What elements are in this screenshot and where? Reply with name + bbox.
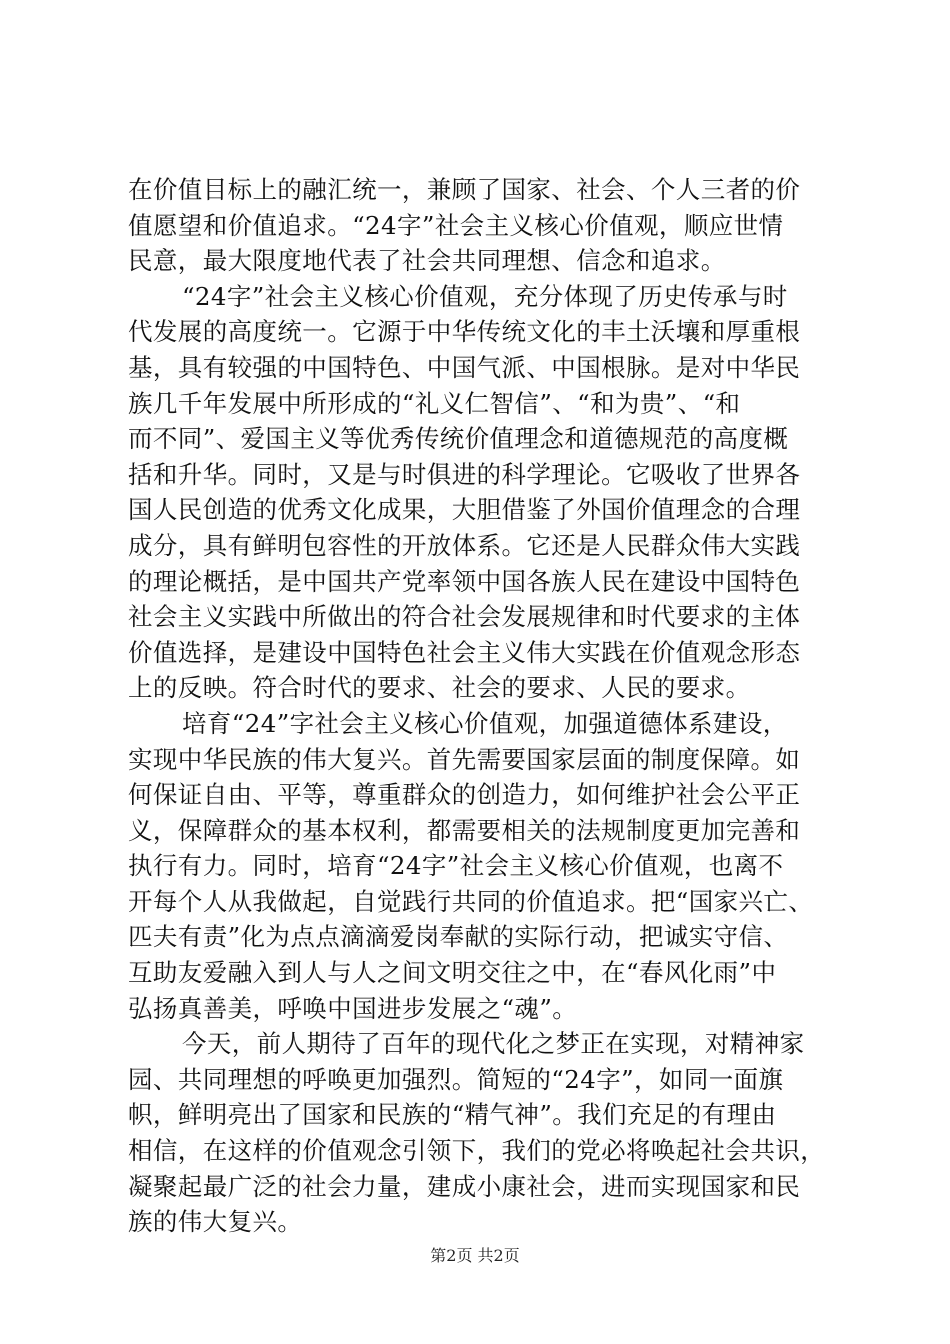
text-line: 族几千年发展中所形成的“礼义仁智信”、“和为贵”、“和 (128, 388, 741, 418)
text-line: 国人民创造的优秀文化成果，大胆借鉴了外国价值理念的合理 (128, 495, 801, 525)
text-line: 帜，鲜明亮出了国家和民族的“精气神”。我们充足的有理由 (128, 1100, 777, 1130)
page-number-footer: 第2页 共2页 (430, 1246, 520, 1265)
text-line: 匹夫有责”化为点点滴滴爱岗奉献的实际行动，把诚实守信、 (128, 922, 789, 952)
text-line: 执行有力。同时，培育“24字”社会主义核心价值观，也离不 (128, 851, 784, 881)
text-line: 何保证自由、平等，尊重群众的创造力，如何维护社会公平正 (128, 780, 801, 810)
paragraph-first-line: 今天，前人期待了百年的现代化之梦正在实现，对精神家 (182, 1029, 805, 1059)
text-line: 值愿望和价值追求。“24字”社会主义核心价值观，顺应世情 (128, 210, 784, 240)
text-line: 园、共同理想的呼唤更加强烈。简短的“24字”，如同一面旗 (128, 1064, 784, 1094)
text-line: 括和升华。同时，又是与时俱进的科学理论。它吸收了世界各 (128, 459, 801, 489)
text-line: 民意，最大限度地代表了社会共同理想、信念和追求。 (128, 246, 726, 276)
text-line: 族的伟大复兴。 (128, 1207, 303, 1237)
text-line: 价值选择，是建设中国特色社会主义伟大实践在价值观念形态 (128, 637, 801, 667)
text-line: 的理论概括，是中国共产党率领中国各族人民在建设中国特色 (128, 566, 801, 596)
text-line: 实现中华民族的伟大复兴。首先需要国家层面的制度保障。如 (128, 744, 801, 774)
text-line: 基，具有较强的中国特色、中国气派、中国根脉。是对中华民 (128, 352, 801, 382)
text-line: 在价值目标上的融汇统一，兼顾了国家、社会、个人三者的价 (128, 175, 801, 204)
paragraph-first-line: “24字”社会主义核心价值观，充分体现了历史传承与时 (182, 281, 788, 311)
text-line: 互助友爱融入到人与人之间文明交往之中，在“春风化雨”中 (128, 958, 777, 988)
text-line: 上的反映。符合时代的要求、社会的要求、人民的要求。 (128, 673, 751, 703)
text-line: 开每个人从我做起，自觉践行共同的价值追求。把“国家兴亡、 (128, 886, 814, 916)
text-line: 而不同”、爱国主义等优秀传统价值理念和道德规范的高度概 (128, 424, 789, 454)
text-line: 弘扬真善美，呼唤中国进步发展之“魂”。 (128, 993, 578, 1023)
text-line: 义，保障群众的基本权利，都需要相关的法规制度更加完善和 (128, 815, 801, 845)
text-line: 相信，在这样的价值观念引领下，我们的党必将唤起社会共识， (128, 1136, 826, 1166)
text-line: 代发展的高度统一。它源于中华传统文化的丰土沃壤和厚重根 (128, 317, 801, 347)
text-line: 凝聚起最广泛的社会力量，建成小康社会，进而实现国家和民 (128, 1171, 801, 1201)
body-text (128, 172, 832, 1240)
text-line: 社会主义实践中所做出的符合社会发展规律和时代要求的主体 (128, 602, 801, 632)
paragraph-first-line: 培育“24”字社会主义核心价值观，加强道德体系建设， (182, 708, 788, 738)
text-line: 成分，具有鲜明包容性的开放体系。它还是人民群众伟大实践 (128, 530, 801, 560)
